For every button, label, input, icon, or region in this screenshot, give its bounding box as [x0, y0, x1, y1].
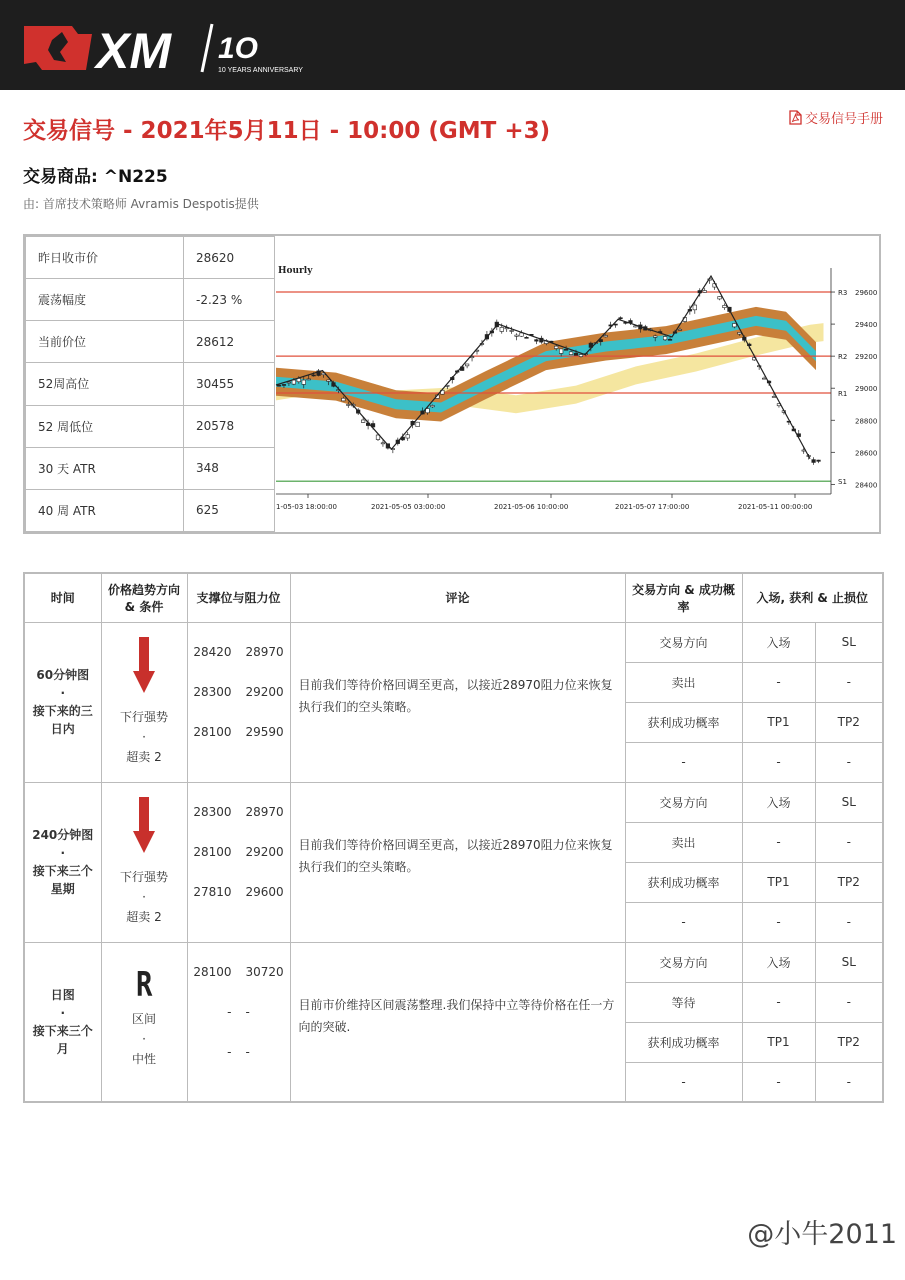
svg-text:1O: 1O — [218, 32, 259, 65]
comment-cell — [290, 782, 625, 942]
candle-body — [579, 354, 583, 356]
candle-body — [733, 323, 737, 326]
comment-text: 目前我们等待价格回调至更高，以接近28970阻力位来恢复执行我们的空头策略。 — [298, 678, 613, 714]
trend-line: 区间 — [131, 1011, 156, 1026]
resistance-level: 28970 — [245, 805, 284, 819]
sl-value: - — [815, 982, 883, 1022]
stats-row — [26, 405, 275, 447]
hourly-chart — [276, 236, 879, 532]
stat-label: 40 周 ATR — [26, 489, 184, 531]
timeframe-cell — [24, 622, 101, 782]
probability-value: - — [625, 1062, 742, 1102]
logo-badge: 10 YEARS ANNIVERSARY — [218, 67, 303, 74]
direction-label: 交易方向 — [625, 782, 742, 822]
support-level: - — [227, 1044, 232, 1059]
timeframe-line: 月 — [56, 1041, 69, 1056]
candle-body — [718, 297, 722, 299]
col-header-trend: 价格趋势方向 & 条件 — [101, 573, 187, 622]
resistance-level: 29200 — [245, 845, 284, 859]
manual-link-label[interactable]: 交易信号手册 — [804, 112, 883, 127]
support-level: - — [227, 1004, 232, 1019]
comment-text: 目前我们等待价格回调至更高，以接近28970阻力位来恢复执行我们的空头策略。 — [298, 838, 613, 874]
timeframe-line: 60分钟图 — [36, 668, 90, 682]
trend-line: 中性 — [131, 1051, 156, 1066]
tp1-value: - — [742, 742, 815, 782]
table-row — [24, 942, 883, 982]
candle-body — [604, 335, 608, 336]
y-tick-label: 29200 — [855, 353, 878, 362]
levels-cell — [187, 942, 290, 1102]
trend-cell — [101, 942, 187, 1102]
candle-body — [465, 364, 469, 366]
comment-text: 目前市价维持区间震荡整理.我们保持中立等待价格在任一方向的突破. — [298, 997, 615, 1034]
support-level: 28100 — [193, 845, 232, 859]
probability-label: 获利成功概率 — [625, 702, 742, 742]
trend-line: · — [142, 1031, 146, 1046]
y-tick-label: 28400 — [855, 481, 878, 490]
direction-value: 等待 — [625, 982, 742, 1022]
candle-body — [287, 382, 291, 383]
candle-body — [342, 398, 346, 401]
stats-row — [26, 321, 275, 363]
y-tick-label: 29400 — [855, 321, 878, 330]
entry-value: - — [742, 662, 815, 702]
stats-row — [26, 489, 275, 531]
entry-label: 入场 — [742, 622, 815, 662]
tp1-label: TP1 — [742, 702, 815, 742]
stat-label: 当前价位 — [26, 321, 184, 363]
comment-cell — [290, 622, 625, 782]
tp1-value: - — [742, 1062, 815, 1102]
trend-cell — [101, 782, 187, 942]
candle-body — [520, 333, 524, 336]
range-R-icon: R — [135, 964, 153, 1005]
level-pair — [189, 1032, 289, 1072]
entry-value: - — [742, 982, 815, 1022]
trend-line: 下行强势 — [119, 870, 168, 884]
timeframe-cell — [24, 942, 101, 1102]
candle-body — [574, 353, 578, 355]
stats-row — [26, 447, 275, 489]
header-bar — [0, 0, 905, 90]
signal-manual-link[interactable] — [789, 108, 883, 127]
page-title: 交易信号 - 2021年5月11日 - 10:00 (GMT +3) — [23, 118, 551, 144]
probability-value: - — [625, 902, 742, 942]
entry-value: - — [742, 822, 815, 862]
stat-label: 52 周低位 — [26, 405, 184, 447]
candle-body — [614, 324, 618, 325]
candle-body — [510, 330, 514, 331]
timeframe-line: · — [60, 1005, 66, 1020]
candle-body — [361, 420, 365, 423]
candle-body — [653, 336, 657, 337]
resistance-level: 30720 — [245, 964, 284, 979]
level-label: R1 — [838, 390, 848, 399]
probability-label: 获利成功概率 — [625, 1022, 742, 1062]
x-tick-label: 1-05-03 18:00:00 — [276, 503, 337, 511]
candle-body — [619, 318, 623, 319]
x-tick-label: 2021-05-11 00:00:00 — [738, 503, 813, 511]
resistance-level: - — [245, 1004, 250, 1019]
sl-value: - — [815, 822, 883, 862]
level-pair — [189, 992, 289, 1032]
candle-body — [762, 378, 766, 379]
level-pair — [189, 672, 289, 712]
timeframe-line: · — [60, 846, 66, 860]
stats-row — [26, 279, 275, 321]
timeframe-line: 接下来的三 — [32, 704, 93, 718]
direction-label: 交易方向 — [625, 942, 742, 982]
y-tick-label: 29000 — [855, 385, 878, 394]
resistance-level: - — [245, 1044, 250, 1059]
candle-body — [703, 291, 707, 293]
tp2-label: TP2 — [815, 1022, 883, 1062]
stat-value: 20578 — [184, 405, 275, 447]
col-header-entry: 入场, 获利 & 止损位 — [742, 573, 883, 622]
xm-logo[interactable] — [22, 20, 303, 79]
x-tick-label: 2021-05-06 10:00:00 — [494, 503, 569, 511]
stat-value: 30455 — [184, 363, 275, 405]
timeframe-line: 日内 — [50, 722, 75, 736]
col-header-time: 时间 — [24, 573, 101, 622]
candle-body — [738, 332, 742, 334]
y-tick-label: 29600 — [855, 289, 878, 298]
tp2-value: - — [815, 902, 883, 942]
trend-line: 下行强势 — [119, 710, 168, 724]
timeframe-line: 接下来三个 — [32, 1023, 93, 1038]
candle-body — [554, 346, 558, 348]
comment-cell — [290, 942, 625, 1102]
signal-table — [23, 572, 884, 1103]
candle-body — [277, 385, 281, 386]
sl-label: SL — [815, 782, 883, 822]
candle-body — [817, 460, 821, 461]
stats-row — [26, 237, 275, 279]
trend-line: · — [142, 730, 146, 744]
watermark: @小牛2011 — [747, 1219, 897, 1250]
timeframe-line: 星期 — [50, 882, 75, 896]
resistance-level: 29200 — [245, 685, 284, 699]
support-level: 27810 — [193, 885, 232, 899]
candle-body — [693, 305, 697, 310]
entry-label: 入场 — [742, 782, 815, 822]
col-header-levels: 支撑位与阻力位 — [187, 573, 290, 622]
timeframe-line: 接下来三个 — [32, 864, 93, 878]
candle-body — [723, 305, 727, 307]
pdf-file-icon — [789, 110, 802, 125]
stat-value: 348 — [184, 447, 275, 489]
candle-body — [500, 327, 504, 331]
candle-body — [302, 380, 306, 384]
stat-value: 28612 — [184, 321, 275, 363]
trend-line: 超卖 2 — [126, 910, 162, 924]
level-pair — [189, 712, 289, 752]
timeframe-line: 日图 — [50, 987, 75, 1002]
byline: 由: 首席技术策略师 Avramis Despotis提供 — [23, 197, 259, 211]
support-level: 28100 — [193, 964, 232, 979]
tp2-value: - — [815, 742, 883, 782]
timeframe-line: · — [60, 686, 66, 700]
candle-body — [564, 349, 568, 350]
timeframe-line: 240分钟图 — [32, 828, 94, 842]
stats-panel — [23, 234, 881, 534]
support-level: 28300 — [193, 685, 232, 699]
level-pair — [189, 832, 289, 872]
candle-body — [525, 337, 529, 338]
candle-body — [772, 396, 776, 397]
level-label: R2 — [838, 353, 848, 362]
candle-body — [812, 460, 816, 463]
stats-row — [26, 363, 275, 405]
table-row — [24, 782, 883, 822]
sl-value: - — [815, 662, 883, 702]
candle-body — [282, 384, 286, 385]
resistance-level: 29600 — [245, 885, 284, 899]
stat-label: 震荡幅度 — [26, 279, 184, 321]
col-header-comment: 评论 — [290, 573, 625, 622]
y-tick-label: 28800 — [855, 417, 878, 426]
trend-line: 超卖 2 — [126, 750, 162, 764]
candle-body — [327, 380, 331, 381]
x-tick-label: 2021-05-07 17:00:00 — [615, 503, 690, 511]
tp2-label: TP2 — [815, 862, 883, 902]
y-tick-label: 28600 — [855, 449, 878, 458]
stat-value: -2.23 % — [184, 279, 275, 321]
table-header-row — [24, 573, 883, 622]
candle-body — [569, 352, 573, 355]
direction-value: 卖出 — [625, 822, 742, 862]
support-level: 28300 — [193, 805, 232, 819]
stat-label: 30 天 ATR — [26, 447, 184, 489]
trend-line: · — [142, 890, 146, 904]
stat-value: 28620 — [184, 237, 275, 279]
candle-body — [559, 349, 563, 354]
level-pair — [189, 632, 289, 672]
down-arrow-icon — [133, 637, 155, 693]
candle-body — [416, 422, 420, 426]
instrument-title: 交易商品: ^N225 — [23, 167, 168, 187]
levels-cell — [187, 622, 290, 782]
stat-value: 625 — [184, 489, 275, 531]
candle-body — [406, 435, 410, 438]
candle-body — [431, 405, 435, 406]
x-tick-label: 2021-05-05 03:00:00 — [371, 503, 446, 511]
stat-label: 52周高位 — [26, 363, 184, 405]
entry-label: 入场 — [742, 942, 815, 982]
tp2-label: TP2 — [815, 702, 883, 742]
tp2-value: - — [815, 1062, 883, 1102]
resistance-level: 28970 — [245, 645, 284, 659]
support-level: 28420 — [193, 645, 232, 659]
stat-label: 昨日收市价 — [26, 237, 184, 279]
tp1-value: - — [742, 902, 815, 942]
table-row — [24, 622, 883, 662]
resistance-level: 29590 — [245, 725, 284, 739]
level-label: R3 — [838, 289, 848, 298]
tp1-label: TP1 — [742, 862, 815, 902]
candle-body — [535, 340, 539, 342]
chart-title: Hourly — [278, 266, 313, 276]
direction-value: 卖出 — [625, 662, 742, 702]
probability-value: - — [625, 742, 742, 782]
stats-table — [25, 236, 275, 532]
level-pair — [189, 952, 289, 992]
timeframe-cell — [24, 782, 101, 942]
candle-body — [634, 326, 638, 327]
candle-body — [312, 375, 316, 376]
sl-label: SL — [815, 942, 883, 982]
level-pair — [189, 872, 289, 912]
candle-body — [668, 339, 672, 340]
candle-body — [307, 379, 311, 380]
support-level: 28100 — [193, 725, 232, 739]
levels-cell — [187, 782, 290, 942]
candle-body — [678, 329, 682, 330]
probability-label: 获利成功概率 — [625, 862, 742, 902]
tp1-label: TP1 — [742, 1022, 815, 1062]
candle-body — [515, 335, 519, 336]
col-header-direction: 交易方向 & 成功概率 — [625, 573, 742, 622]
candle-body — [292, 380, 296, 384]
direction-label: 交易方向 — [625, 622, 742, 662]
candle-body — [347, 404, 351, 405]
level-label: S1 — [838, 478, 847, 487]
candle-body — [663, 337, 667, 340]
down-arrow-icon — [133, 797, 155, 853]
candle-body — [381, 443, 385, 444]
sl-label: SL — [815, 622, 883, 662]
level-pair — [189, 792, 289, 832]
logo-text: XM — [96, 23, 171, 79]
trend-cell — [101, 622, 187, 782]
